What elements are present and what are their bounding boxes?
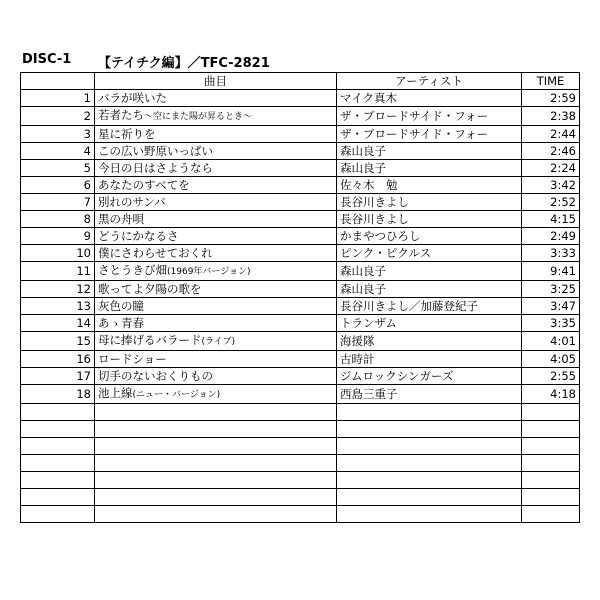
track-title: どうにかなるさ — [98, 229, 179, 243]
track-title: 池上線 — [98, 386, 133, 400]
track-title-cell — [95, 211, 337, 228]
empty-row — [21, 472, 580, 489]
track-number: 3 — [21, 126, 95, 143]
track-title-cell — [95, 262, 337, 281]
empty-cell — [95, 455, 337, 472]
track-time: 4:15 — [522, 211, 580, 228]
track-artist: ピンク・ピクルス — [337, 245, 522, 262]
track-time: 4:18 — [522, 385, 580, 404]
empty-row — [21, 489, 580, 506]
empty-cell — [522, 489, 580, 506]
empty-cell — [21, 455, 95, 472]
empty-cell — [95, 489, 337, 506]
track-time: 2:59 — [522, 90, 580, 107]
track-title-cell — [95, 228, 337, 245]
track-time: 2:46 — [522, 143, 580, 160]
track-time: 2:38 — [522, 107, 580, 126]
track-number: 1 — [21, 90, 95, 107]
album-title: 【テイチク編】／TFC-2821 — [98, 56, 270, 71]
track-title: 母に捧げるバラード — [98, 333, 202, 347]
track-title-cell — [95, 90, 337, 107]
column-header-artist: アーティスト — [337, 73, 522, 90]
empty-cell — [21, 404, 95, 421]
track-time: 9:41 — [522, 262, 580, 281]
table-row — [21, 143, 580, 160]
track-artist: ザ・ブロードサイド・フォー — [337, 107, 522, 126]
track-note: (ニュー・バージョン) — [132, 390, 221, 400]
track-title-cell — [95, 194, 337, 211]
track-artist: ジムロックシンガーズ — [337, 368, 522, 385]
table-row — [21, 385, 580, 404]
track-title-cell — [95, 385, 337, 404]
track-artist: 長谷川きよし／加藤登紀子 — [337, 298, 522, 315]
track-number: 10 — [21, 245, 95, 262]
track-number: 18 — [21, 385, 95, 404]
empty-cell — [21, 472, 95, 489]
empty-cell — [522, 421, 580, 438]
track-number: 11 — [21, 262, 95, 281]
track-title-cell — [95, 298, 337, 315]
track-artist: 佐々木 勉 — [337, 177, 522, 194]
empty-cell — [337, 404, 522, 421]
track-time: 2:55 — [522, 368, 580, 385]
track-artist: トランザム — [337, 315, 522, 332]
empty-row — [21, 455, 580, 472]
track-title: 灰色の瞳 — [98, 299, 144, 313]
track-number: 14 — [21, 315, 95, 332]
table-row — [21, 194, 580, 211]
track-title-cell — [95, 281, 337, 298]
track-artist: 長谷川きよし — [337, 211, 522, 228]
track-time: 3:47 — [522, 298, 580, 315]
track-number: 5 — [21, 160, 95, 177]
track-artist: マイク真木 — [337, 90, 522, 107]
track-number: 6 — [21, 177, 95, 194]
track-title-cell — [95, 126, 337, 143]
page-header — [20, 52, 580, 70]
track-time: 4:01 — [522, 332, 580, 351]
track-number: 4 — [21, 143, 95, 160]
track-title: 黒の舟唄 — [98, 212, 144, 226]
track-time: 2:49 — [522, 228, 580, 245]
table-row — [21, 332, 580, 351]
empty-row — [21, 506, 580, 523]
empty-row — [21, 404, 580, 421]
track-title-cell — [95, 245, 337, 262]
track-artist: かまやつひろし — [337, 228, 522, 245]
table-row — [21, 351, 580, 368]
table-row — [21, 262, 580, 281]
table-row — [21, 228, 580, 245]
track-number: 13 — [21, 298, 95, 315]
track-artist: 西島三重子 — [337, 385, 522, 404]
track-note: (1969年バージョン) — [167, 267, 251, 277]
track-time: 3:33 — [522, 245, 580, 262]
empty-cell — [21, 506, 95, 523]
track-title: この広い野原いっぱい — [98, 144, 213, 158]
empty-cell — [337, 455, 522, 472]
track-artist: 森山良子 — [337, 160, 522, 177]
track-title: 切手のないおくりもの — [98, 369, 213, 383]
table-row — [21, 177, 580, 194]
track-title-cell — [95, 332, 337, 351]
empty-cell — [337, 421, 522, 438]
track-artist: 長谷川きよし — [337, 194, 522, 211]
track-title: ロードショー — [98, 352, 167, 366]
track-title-cell — [95, 160, 337, 177]
track-title: バラが咲いた — [98, 91, 167, 105]
track-time: 3:35 — [522, 315, 580, 332]
empty-cell — [337, 506, 522, 523]
track-time: 4:05 — [522, 351, 580, 368]
table-row — [21, 107, 580, 126]
track-title: 星に祈りを — [98, 127, 156, 141]
table-row — [21, 211, 580, 228]
track-title-cell — [95, 143, 337, 160]
track-number: 8 — [21, 211, 95, 228]
track-time: 2:24 — [522, 160, 580, 177]
table-row — [21, 368, 580, 385]
empty-cell — [522, 472, 580, 489]
track-number: 17 — [21, 368, 95, 385]
track-artist: 森山良子 — [337, 281, 522, 298]
column-header-time: TIME — [522, 73, 580, 90]
track-title: さとうきび畑 — [98, 263, 167, 277]
track-title: 今日の日はさようなら — [98, 161, 213, 175]
track-title-cell — [95, 351, 337, 368]
table-row — [21, 315, 580, 332]
empty-cell — [522, 404, 580, 421]
table-row — [21, 126, 580, 143]
track-title-cell — [95, 177, 337, 194]
empty-cell — [95, 421, 337, 438]
empty-row — [21, 438, 580, 455]
track-artist: 森山良子 — [337, 143, 522, 160]
track-number: 16 — [21, 351, 95, 368]
empty-cell — [522, 438, 580, 455]
empty-cell — [522, 506, 580, 523]
empty-cell — [95, 404, 337, 421]
track-title: あなたのすべてを — [98, 178, 190, 192]
track-time: 2:52 — [522, 194, 580, 211]
table-row — [21, 160, 580, 177]
track-title: 別れのサンバ — [98, 195, 166, 209]
empty-cell — [95, 438, 337, 455]
empty-row — [21, 421, 580, 438]
empty-cell — [95, 506, 337, 523]
track-title: 僕にさわらせておくれ — [98, 246, 213, 260]
track-number: 7 — [21, 194, 95, 211]
table-header-row — [21, 73, 580, 90]
track-time: 3:42 — [522, 177, 580, 194]
track-time: 2:44 — [522, 126, 580, 143]
column-header-song: 曲目 — [95, 73, 337, 90]
track-list-table — [20, 72, 580, 523]
track-artist: ザ・ブロードサイド・フォー — [337, 126, 522, 143]
track-number: 9 — [21, 228, 95, 245]
track-rows — [21, 90, 580, 523]
track-artist: 海援隊 — [337, 332, 522, 351]
empty-cell — [95, 472, 337, 489]
empty-cell — [337, 472, 522, 489]
track-number: 2 — [21, 107, 95, 126]
table-row — [21, 281, 580, 298]
empty-cell — [21, 489, 95, 506]
track-title: 若者たち — [98, 108, 144, 122]
table-row — [21, 90, 580, 107]
track-number: 12 — [21, 281, 95, 298]
track-number: 15 — [21, 332, 95, 351]
track-title: 歌ってよ夕陽の歌を — [98, 282, 202, 296]
track-title: あゝ青春 — [98, 316, 144, 330]
track-artist: 森山良子 — [337, 262, 522, 281]
empty-cell — [337, 489, 522, 506]
track-note: (ライブ) — [201, 337, 235, 347]
track-title-cell — [95, 315, 337, 332]
track-time: 3:25 — [522, 281, 580, 298]
disc-label: DISC-1 — [22, 52, 72, 67]
empty-cell — [522, 455, 580, 472]
track-note: ～空にまた陽が昇るとき～ — [144, 112, 253, 122]
empty-cell — [21, 421, 95, 438]
table-row — [21, 245, 580, 262]
empty-cell — [21, 438, 95, 455]
track-artist: 古時計 — [337, 351, 522, 368]
table-row — [21, 298, 580, 315]
track-title-cell — [95, 368, 337, 385]
track-title-cell — [95, 107, 337, 126]
column-header-no — [21, 73, 95, 90]
empty-cell — [337, 438, 522, 455]
